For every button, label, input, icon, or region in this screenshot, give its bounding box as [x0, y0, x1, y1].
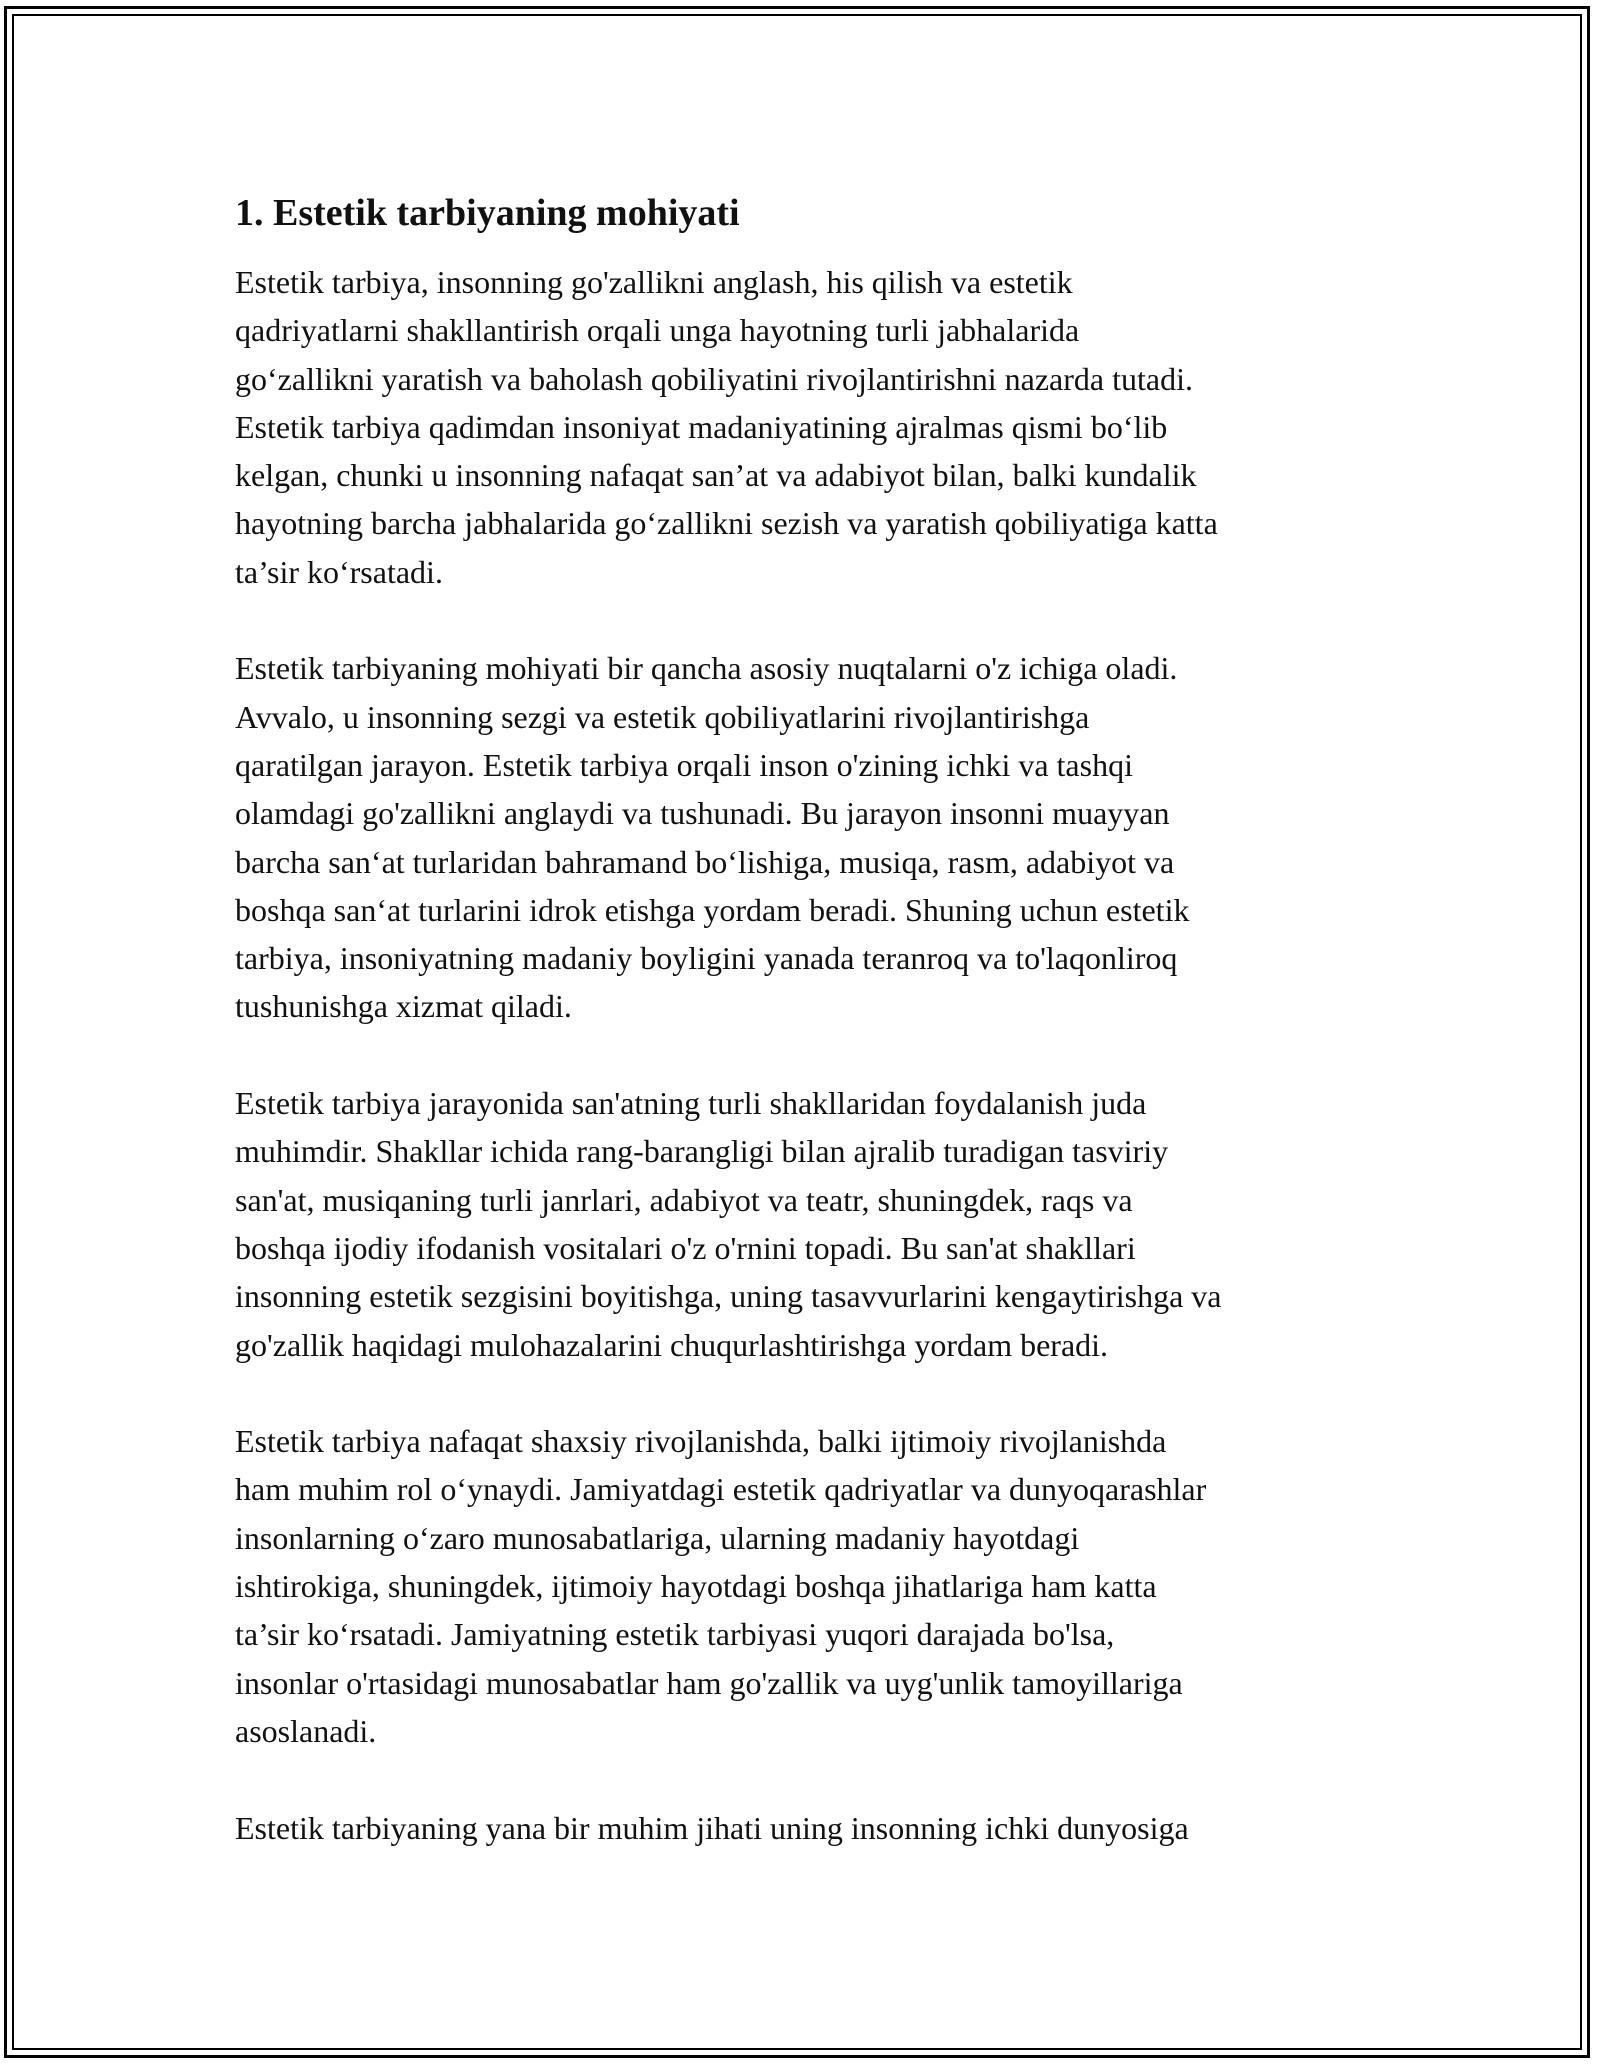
document-content [235, 185, 1375, 1852]
paragraph-line: Estetik tarbiya qadimdan insoniyat madaniyatining ajralmas qismi bo‘lib [235, 408, 1168, 445]
paragraph-line: Estetik tarbiyaning mohiyati bir qancha asosiy nuqtalarni o'z ichiga oladi. [235, 650, 1178, 687]
paragraph-line: Estetik tarbiya jarayonida san'atning turli shakllaridan foydalanish juda [235, 1085, 1147, 1122]
paragraph-line: kelgan, chunki u insonning nafaqat san’at va adabiyot bilan, balki kundalik [235, 457, 1197, 494]
paragraph-line: tushunishga xizmat qiladi. [235, 988, 572, 1025]
paragraph-line: asoslanadi. [235, 1712, 377, 1749]
paragraph-2 [235, 644, 1375, 1030]
paragraph-1 [235, 258, 1375, 596]
paragraph-line: insonlarning o‘zaro munosabatlariga, ularning madaniy hayotdagi [235, 1519, 1080, 1556]
paragraph-line: hayotning barcha jabhalarida go‘zallikni sezish va yaratish qobiliyatiga katta [235, 505, 1218, 542]
paragraph-3 [235, 1079, 1375, 1369]
section-heading: 1. Estetik tarbiyaning mohiyati [235, 192, 740, 234]
paragraph-line: Estetik tarbiya nafaqat shaxsiy rivojlanishda, balki ijtimoiy rivojlanishda [235, 1423, 1167, 1460]
paragraph-line: boshqa ijodiy ifodanish vositalari o'z o'rnini topadi. Bu san'at shakllari [235, 1229, 1136, 1266]
paragraph-line: boshqa san‘at turlarini idrok etishga yordam beradi. Shuning uchun estetik [235, 891, 1190, 928]
paragraph-line: Estetik tarbiya, insonning go'zallikni anglash, his qilish va estetik [235, 264, 1073, 300]
paragraph-line: insonning estetik sezgisini boyitishga, uning tasavvurlarini kengaytirishga va [235, 1278, 1222, 1315]
paragraph-line: go'zallik haqidagi mulohazalarini chuqurlashtirishga yordam beradi. [235, 1326, 1109, 1363]
paragraph-line: go‘zallikni yaratish va baholash qobiliyatini rivojlantirishni nazarda tutadi. [235, 360, 1193, 397]
paragraph-line: ta’sir ko‘rsatadi. Jamiyatning estetik tarbiyasi yuqori darajada bo'lsa, [235, 1616, 1115, 1653]
paragraph-line: muhimdir. Shakllar ichida rang-barangligi bilan ajralib turadigan tasviriy [235, 1133, 1169, 1170]
paragraph-line: olamdagi go'zallikni anglaydi va tushunadi. Bu jarayon insonni muayyan [235, 795, 1170, 832]
paragraph-line: qaratilgan jarayon. Estetik tarbiya orqali inson o'zining ichki va tashqi [235, 746, 1133, 783]
paragraph-line: ta’sir ko‘rsatadi. [235, 553, 443, 590]
paragraph-line: insonlar o'rtasidagi munosabatlar ham go'zallik va uyg'unlik tamoyillariga [235, 1664, 1183, 1701]
paragraph-line: qadriyatlarni shakllantirish orqali unga hayotning turli jabhalarida [235, 312, 1080, 349]
paragraph-line: ishtirokiga, shuningdek, ijtimoiy hayotdagi boshqa jihatlariga ham katta [235, 1568, 1157, 1605]
paragraph-line: ham muhim rol o‘ynaydi. Jamiyatdagi estetik qadriyatlar va dunyoqarashlar [235, 1471, 1207, 1508]
paragraph-line: Avvalo, u insonning sezgi va estetik qobiliyatlarini rivojlantirishga [235, 698, 1090, 735]
paragraph-line: tarbiya, insoniyatning madaniy boyligini yanada teranroq va to'laqonliroq [235, 940, 1178, 977]
paragraph-line: san'at, musiqaning turli janrlari, adabiyot va teatr, shuningdek, raqs va [235, 1181, 1133, 1218]
paragraph-line: Estetik tarbiyaning yana bir muhim jihati uning insonning ichki dunyosiga [235, 1809, 1189, 1846]
paragraph-5 [235, 1804, 1375, 1852]
paragraph-4 [235, 1417, 1375, 1755]
paragraph-line: barcha san‘at turlaridan bahramand bo‘lishiga, musiqa, rasm, adabiyot va [235, 843, 1175, 880]
